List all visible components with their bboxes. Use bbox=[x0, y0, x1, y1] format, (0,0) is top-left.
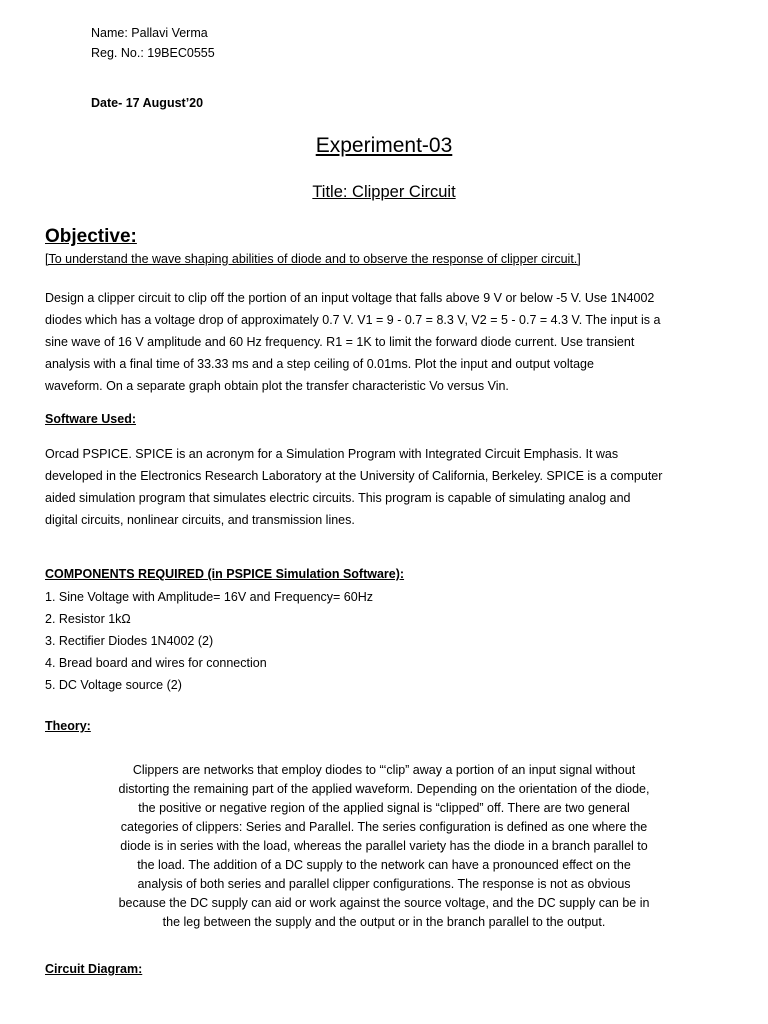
list-item: 3. Rectifier Diodes 1N4002 (2) bbox=[45, 634, 214, 648]
components-list bbox=[45, 586, 373, 696]
paragraph-line: analysis of both series and parallel clipper configurations. The response is not as obvious bbox=[137, 877, 631, 891]
paragraph-line: Design a clipper circuit to clip off the portion of an input voltage that falls above 9 V or below -5 V. Use 1N4002 bbox=[45, 291, 655, 305]
list-item: 2. Resistor 1kΩ bbox=[45, 612, 131, 626]
paragraph-line: diode is in series with the load, whereas the parallel variety has the diode in a branch parallel to bbox=[120, 839, 648, 853]
theory-paragraph bbox=[45, 761, 723, 932]
paragraph-line: sine wave of 16 V amplitude and 60 Hz frequency. R1 = 1K to limit the forward diode current. Use transient bbox=[45, 335, 635, 349]
components-heading: COMPONENTS REQUIRED (in PSPICE Simulation Software): bbox=[45, 567, 405, 581]
objective-heading: Objective: bbox=[45, 226, 137, 247]
paragraph-line: analysis with a final time of 33.33 ms and a step ceiling of 0.01ms. Plot the input and output voltage bbox=[45, 357, 594, 371]
registration-number: Reg. No.: 19BEC0555 bbox=[91, 46, 215, 60]
paragraph-line: digital circuits, nonlinear circuits, and transmission lines. bbox=[45, 513, 355, 527]
paragraph-line: Orcad PSPICE. SPICE is an acronym for a Simulation Program with Integrated Circuit Emphasis. It was bbox=[45, 447, 619, 461]
paragraph-line: the leg between the supply and the output or in the branch parallel to the output. bbox=[162, 915, 606, 929]
paragraph-line: distorting the remaining part of the applied waveform. Depending on the orientation of the diode, bbox=[118, 782, 650, 796]
paragraph-line: the load. The addition of a DC supply to the network can have a pronounced effect on the bbox=[137, 858, 631, 872]
experiment-title: Experiment-03 bbox=[315, 134, 453, 157]
paragraph-line: waveform. On a separate graph obtain plot the transfer characteristic Vo versus Vin. bbox=[45, 379, 509, 393]
paragraph-line: Clippers are networks that employ diodes to “‘clip” away a portion of an input signal without bbox=[132, 763, 636, 777]
software-heading: Software Used: bbox=[45, 412, 136, 426]
paragraph-line: diodes which has a voltage drop of approximately 0.7 V. V1 = 9 - 0.7 = 8.3 V, V2 = 5 - 0.7 = 4.3 V. The input is a bbox=[45, 313, 661, 327]
date: Date- 17 August’20 bbox=[91, 96, 204, 110]
list-item: 5. DC Voltage source (2) bbox=[45, 678, 182, 692]
paragraph-line: because the DC supply can aid or work against the source voltage, and the DC supply can be in bbox=[118, 896, 650, 910]
paragraph-line: developed in the Electronics Research Laboratory at the University of California, Berkeley. SPICE is a computer bbox=[45, 469, 663, 483]
student-name: Name: Pallavi Verma bbox=[91, 26, 208, 40]
theory-heading: Theory: bbox=[45, 719, 91, 733]
list-item: 4. Bread board and wires for connection bbox=[45, 656, 267, 670]
software-paragraph bbox=[45, 443, 735, 531]
paragraph-line: the positive or negative region of the applied signal is “clipped” off. There are two general bbox=[138, 801, 630, 815]
paragraph-line: aided simulation program that simulates electric circuits. This program is capable of simulating analog and bbox=[45, 491, 631, 505]
circuit-diagram-heading: Circuit Diagram: bbox=[45, 962, 143, 976]
objective-text: [To understand the wave shaping abilities of diode and to observe the response of clipper circuit.] bbox=[45, 252, 581, 266]
design-paragraph bbox=[45, 287, 735, 397]
paragraph-line: categories of clippers: Series and Parallel. The series configuration is defined as one where the bbox=[120, 820, 648, 834]
document-subtitle: Title: Clipper Circuit bbox=[312, 183, 456, 201]
list-item: 1. Sine Voltage with Amplitude= 16V and Frequency= 60Hz bbox=[45, 590, 373, 604]
